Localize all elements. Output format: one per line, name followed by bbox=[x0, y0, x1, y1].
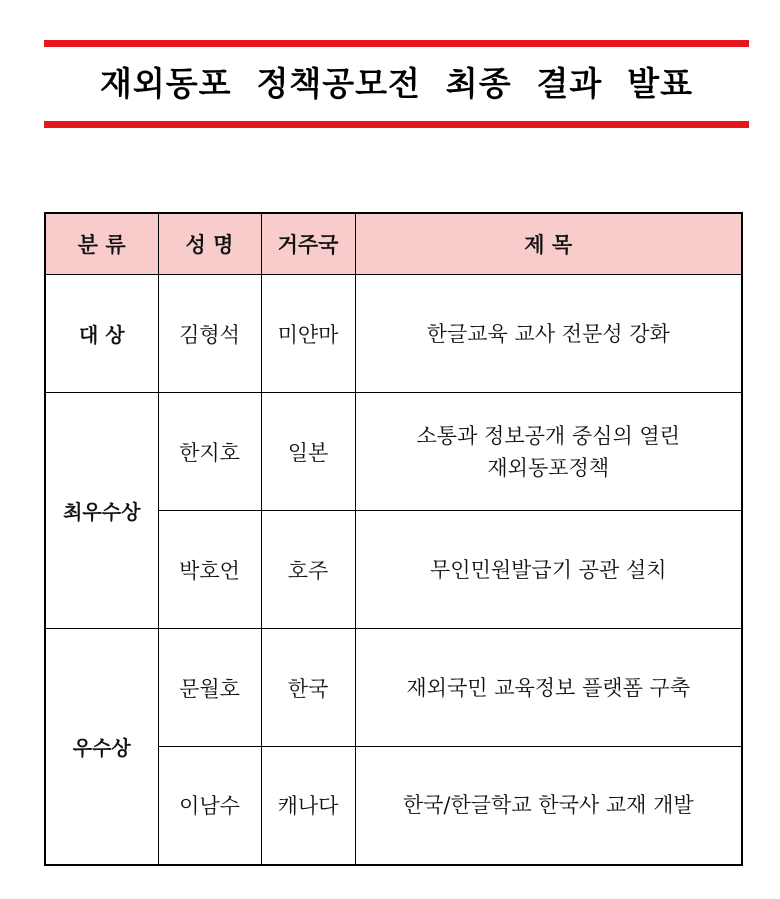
header-subject: 제 목 bbox=[355, 213, 742, 275]
proposal-title-line: 무인민원발급기 공관 설치 bbox=[430, 557, 667, 582]
winner-name: 이남수 bbox=[158, 747, 261, 865]
table-header-row bbox=[45, 213, 742, 275]
header-category: 분 류 bbox=[45, 213, 158, 275]
proposal-title bbox=[355, 393, 742, 511]
results-table bbox=[44, 212, 743, 866]
winner-name: 한지호 bbox=[158, 393, 261, 511]
proposal-title-line: 한국/한글학교 한국사 교재 개발 bbox=[402, 793, 694, 818]
category-grand-prize: 대 상 bbox=[45, 275, 158, 393]
table-row bbox=[45, 629, 742, 747]
proposal-title-line: 재외동포정책 bbox=[487, 455, 610, 480]
category-excellence-prize: 최우수상 bbox=[45, 393, 158, 629]
bottom-red-rule bbox=[44, 121, 749, 128]
category-merit-prize: 우수상 bbox=[45, 629, 158, 865]
header-name: 성 명 bbox=[158, 213, 261, 275]
winner-name: 김형석 bbox=[158, 275, 261, 393]
table-row bbox=[45, 393, 742, 511]
winner-country: 미얀마 bbox=[261, 275, 355, 393]
proposal-title-line: 소통과 정보공개 중심의 열린 bbox=[416, 423, 680, 448]
proposal-title bbox=[355, 275, 742, 393]
winner-country: 일본 bbox=[261, 393, 355, 511]
winner-name: 박호언 bbox=[158, 511, 261, 629]
winner-name: 문월호 bbox=[158, 629, 261, 747]
winner-country: 캐나다 bbox=[261, 747, 355, 865]
proposal-title bbox=[355, 747, 742, 865]
page-title: 재외동포 정책공모전 최종 결과 발표 bbox=[99, 64, 694, 103]
proposal-title bbox=[355, 629, 742, 747]
proposal-title-line: 재외국민 교육정보 플랫폼 구축 bbox=[406, 675, 691, 700]
winner-country: 호주 bbox=[261, 511, 355, 629]
top-red-rule bbox=[44, 40, 749, 47]
header-country: 거주국 bbox=[261, 213, 355, 275]
table-row bbox=[45, 275, 742, 393]
winner-country: 한국 bbox=[261, 629, 355, 747]
proposal-title bbox=[355, 511, 742, 629]
proposal-title-line: 한글교육 교사 전문성 강화 bbox=[426, 321, 670, 346]
